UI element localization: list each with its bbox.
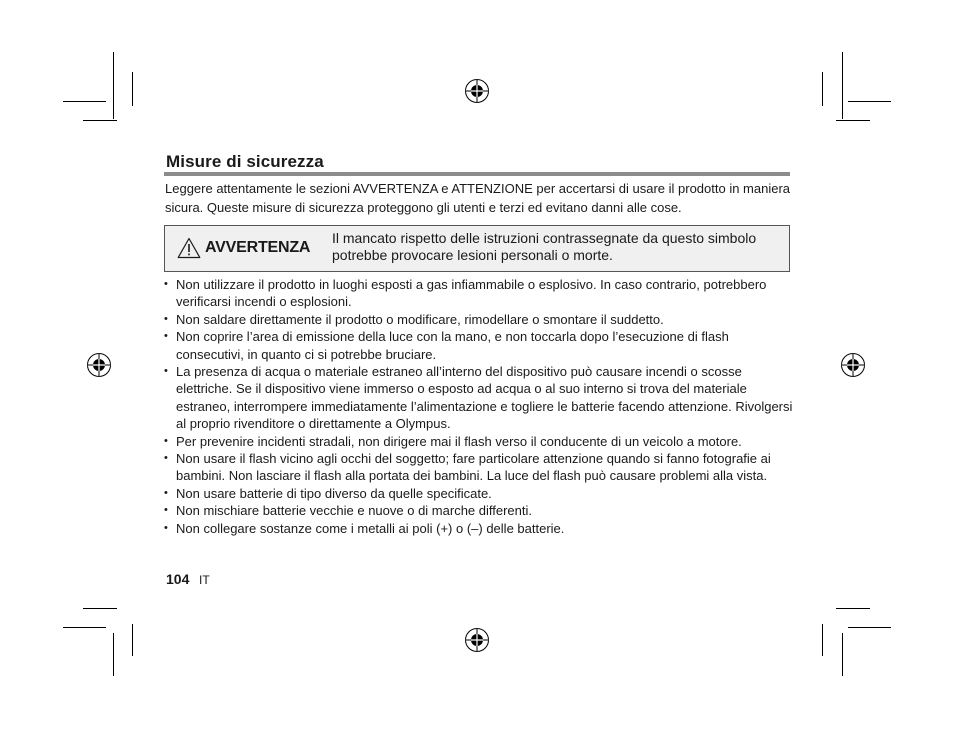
list-item: • Non saldare direttamente il prodotto o modificare, rimodellare o smontare il suddetto. bbox=[164, 311, 794, 328]
crop-mark bbox=[822, 72, 823, 106]
registration-mark-icon bbox=[464, 627, 490, 653]
warning-label-text: AVVERTENZA bbox=[205, 239, 311, 256]
list-item: • Non usare il flash vicino agli occhi del soggetto; fare particolare attenzione quando si fanno fotografie ai bambini. Non lasciare il flash alla portata dei bambini. La luce del flash può causare problemi alla vista. bbox=[164, 450, 794, 485]
crop-mark bbox=[848, 627, 891, 628]
crop-mark bbox=[836, 608, 870, 609]
crop-mark bbox=[822, 624, 823, 656]
crop-mark bbox=[63, 627, 106, 628]
crop-mark bbox=[83, 120, 117, 121]
warning-box bbox=[164, 225, 790, 272]
registration-mark-icon bbox=[464, 78, 490, 104]
crop-mark bbox=[836, 120, 870, 121]
crop-mark bbox=[842, 633, 843, 676]
crop-mark bbox=[842, 52, 843, 119]
registration-mark-icon bbox=[86, 352, 112, 378]
list-item: • Non coprire l’area di emissione della luce con la mano, e non toccarla dopo l’esecuzione di flash consecutivi, in quanto ci si potrebbe bruciare. bbox=[164, 328, 794, 363]
page-language: IT bbox=[199, 573, 210, 587]
warning-label bbox=[177, 235, 310, 261]
list-item: • La presenza di acqua o materiale estraneo all’interno del dispositivo può causare incendi o scosse elettriche. Se il dispositivo viene immerso o esposto ad acqua o al suo interno si trova del materiale estraneo, interrompere immediatamente l’alimentazione e togliere le batterie facendo attenzione. Rivolgersi al proprio rivenditore o direttamente a Olympus. bbox=[164, 363, 794, 433]
list-item: • Non collegare sostanze come i metalli ai poli (+) o (–) delle batterie. bbox=[164, 520, 794, 537]
crop-mark bbox=[848, 101, 891, 102]
title-rule bbox=[164, 172, 790, 176]
list-item: • Non mischiare batterie vecchie e nuove o di marche differenti. bbox=[164, 502, 794, 519]
crop-mark bbox=[113, 633, 114, 676]
list-item: • Non utilizzare il prodotto in luoghi esposti a gas infiammabile o esplosivo. In caso contrario, potrebbero verificarsi incendi o esplosioni. bbox=[164, 276, 794, 311]
safety-bullet-list bbox=[164, 276, 794, 537]
crop-mark bbox=[83, 608, 117, 609]
warning-description: Il mancato rispetto delle istruzioni contrassegnate da questo simbolo potrebbe provocare lesioni personali o morte. bbox=[332, 230, 757, 263]
warning-triangle-icon bbox=[177, 237, 201, 259]
list-item: • Non usare batterie di tipo diverso da quelle specificate. bbox=[164, 485, 794, 502]
section-title: Misure di sicurezza bbox=[166, 152, 324, 171]
page-number: 104 bbox=[166, 571, 190, 587]
crop-mark bbox=[132, 624, 133, 656]
crop-mark bbox=[113, 52, 114, 119]
registration-mark-icon bbox=[840, 352, 866, 378]
list-item: • Per prevenire incidenti stradali, non dirigere mai il flash verso il conducente di un veicolo a motore. bbox=[164, 433, 794, 450]
intro-paragraph: Leggere attentamente le sezioni AVVERTENZA e ATTENZIONE per accertarsi di usare il prodotto in maniera sicura. Queste misure di sicurezza proteggono gli utenti e terzi ed evitano danni alle cose. bbox=[165, 181, 791, 215]
crop-mark bbox=[132, 72, 133, 106]
crop-mark bbox=[63, 101, 106, 102]
